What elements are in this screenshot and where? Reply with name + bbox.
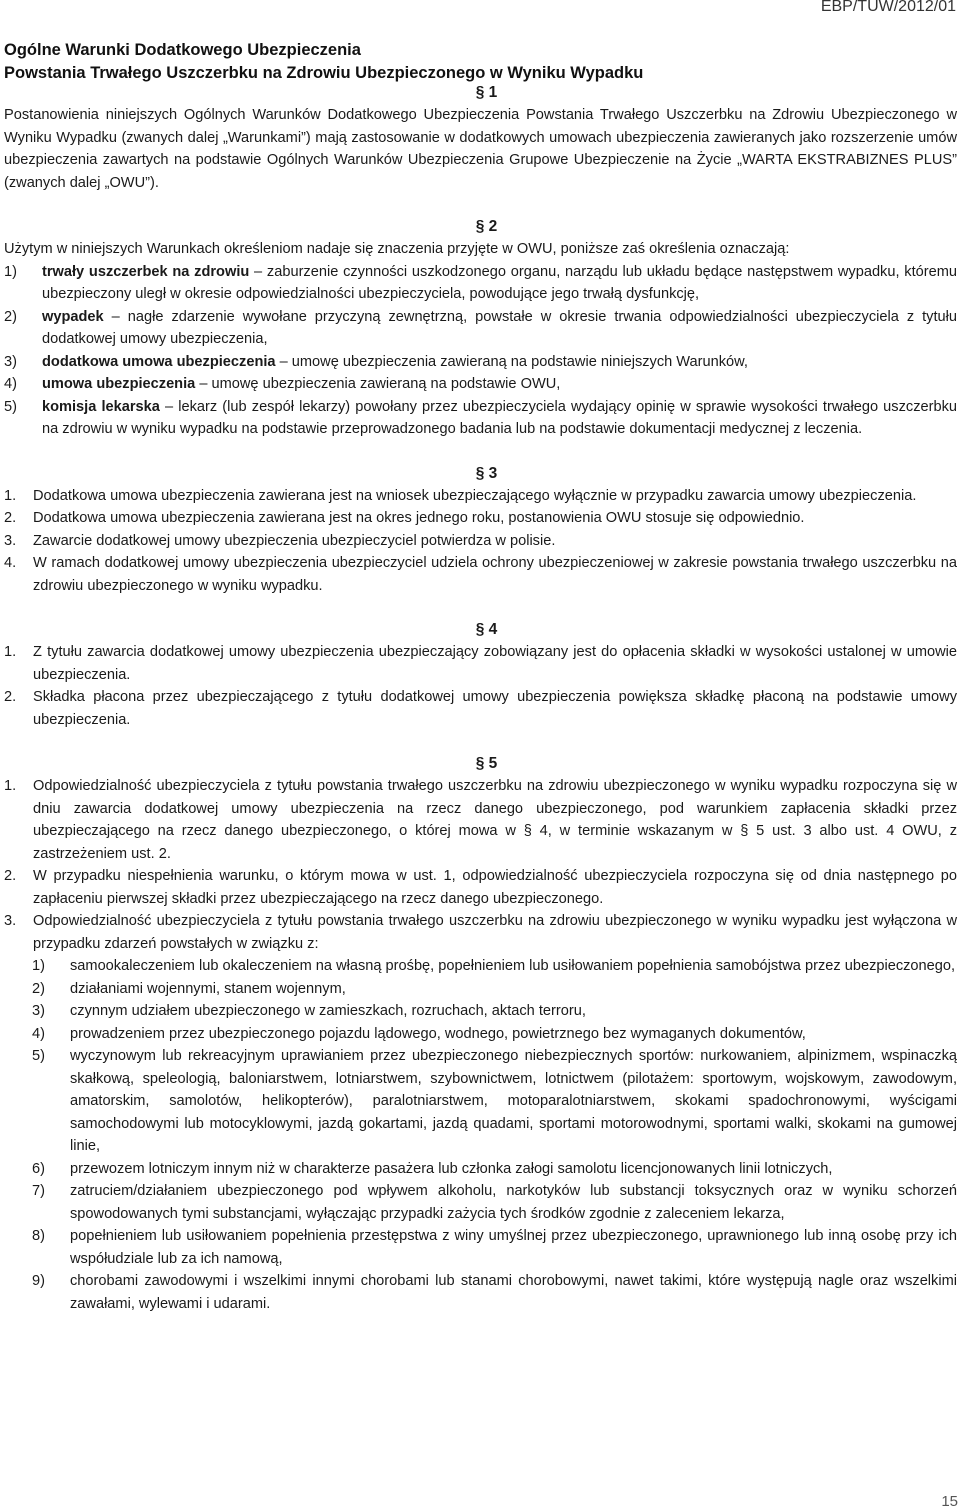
exclusion-text: przewozem lotniczym innym niż w charakterze pasażera lub członka załogi samolotu licencjonowanych linii lotniczych,	[70, 1160, 833, 1177]
section-4-heading: § 4	[475, 621, 498, 638]
definition-text: – lekarz (lub zespół lekarzy) powołany przez ubezpieczyciela wydający opinię w sprawie wysokości trwałego uszczerbku na zdrowiu w wyniku wypadku na podstawie przeprowadzonego badania lub na podstawie dokumentacji medycznej z leczenia.	[42, 398, 957, 437]
clause-number: 3.	[4, 913, 17, 929]
exclusion-text: samookaleczeniem lub okaleczeniem na własną prośbę, popełnieniem lub usiłowaniem popełnienia samobójstwa przez ubezpieczonego,	[70, 958, 956, 974]
clause-text: Odpowiedzialność ubezpieczyciela z tytułu powstania trwałego uszczerbku na zdrowiu ubezpieczonego w wyniku wypadku jest wyłączona w przypadku zdarzeń powstałych w związku z:	[33, 913, 957, 952]
exclusion-item	[32, 1180, 957, 1225]
definition-term: komisja lekarska	[42, 398, 160, 415]
clause-text: Składka płacona przez ubezpieczającego z tytułu dodatkowej umowy ubezpieczenia powiększa składkę płaconą na podstawie umowy ubezpieczenia.	[33, 689, 957, 728]
item-number: 4)	[32, 1025, 45, 1042]
exclusion-text: prowadzeniem przez ubezpieczonego pojazdu lądowego, wodnego, powietrznego bez wymaganych dokumentów,	[70, 1025, 806, 1042]
definition-term: dodatkowa umowa ubezpieczenia	[42, 353, 276, 370]
clause-item	[4, 641, 957, 686]
clause-number: 2.	[4, 510, 17, 526]
definition-item	[4, 373, 957, 396]
clause-number: 3.	[4, 532, 17, 549]
definition-term: umowa ubezpieczenia	[42, 376, 196, 392]
clause-item	[4, 507, 957, 530]
definition-text: – umowę ubezpieczenia zawieraną na podstawie niniejszych Warunków,	[275, 353, 748, 370]
section-3-heading: § 3	[475, 464, 498, 482]
title-line-1: Ogólne Warunki Dodatkowego Ubezpieczenia	[4, 41, 361, 59]
item-number: 5)	[32, 1048, 45, 1064]
document-body	[4, 82, 957, 1315]
exclusion-item	[32, 955, 957, 978]
item-number: 5)	[4, 398, 17, 415]
exclusion-text: chorobami zawodowymi i wszelkimi innymi chorobami lub stanami chorobowymi, nawet takimi, które występują nagle oraz wszelkimi zawałami, wylewami i udarami.	[70, 1273, 957, 1312]
section-2-heading: § 2	[475, 218, 498, 235]
exclusion-item	[32, 1270, 957, 1315]
clause-number: 2.	[4, 868, 17, 884]
definition-term: wypadek	[42, 308, 104, 325]
exclusion-text: działaniami wojennymi, stanem wojennym,	[70, 980, 346, 997]
clause-item	[4, 686, 957, 731]
exclusion-text: wyczynowym lub rekreacyjnym uprawianiem przez ubezpieczonego niebezpiecznych sportów: nurkowaniem, alpinizmem, wspinaczką skałkową, speleologią, baloniarstwem, lotniarstwem, szybownictwem, lotnictwem (pilotażem: sportowym, wojskowym, zawodowym, amatorskim, samolotów, helikopterów), paralotniarstwem, motoparalotniarstwem, skokami spadochronowymi, wyścigami samochodowymi lub motocyklowymi, jazdą gokartami, jazdą quadami, sportami motorowodnymi, sportami walki, skokami na gumowej linie,	[70, 1048, 957, 1154]
item-number: 1)	[4, 263, 17, 280]
clause-item	[4, 552, 957, 597]
clause-number: 1.	[4, 644, 17, 660]
clause-number: 1.	[4, 487, 17, 504]
item-number: 2)	[32, 980, 45, 997]
item-number: 2)	[4, 308, 17, 325]
clause-text: Zawarcie dodatkowej umowy ubezpieczenia ubezpieczyciel potwierdza w polisie.	[33, 532, 556, 549]
page-number: 15	[941, 1493, 958, 1510]
exclusion-item	[32, 1023, 957, 1046]
exclusion-text: popełnieniem lub usiłowaniem popełnienia przestępstwa z winy umyślnej przez ubezpieczonego, uprawnionego lub inną osobę przy ich współudziale lub za ich namową,	[70, 1228, 957, 1267]
clause-text: Dodatkowa umowa ubezpieczenia zawierana jest na wniosek ubezpieczającego wyłącznie w przypadku zawarcia umowy ubezpieczenia.	[33, 487, 917, 504]
clause-item	[4, 530, 957, 553]
exclusion-item	[32, 1045, 957, 1158]
exclusion-item	[32, 1158, 957, 1181]
item-number: 3)	[4, 353, 17, 370]
definition-item	[4, 261, 957, 306]
definition-item	[4, 351, 957, 374]
exclusion-item	[32, 1000, 957, 1023]
item-number: 9)	[32, 1273, 45, 1289]
definition-item	[4, 396, 957, 441]
section-2-intro: Użytym w niniejszych Warunkach określeniom nadaje się znaczenia przyjęte w OWU, poniższe zaś określenia oznaczają:	[4, 241, 790, 257]
item-number: 8)	[32, 1228, 45, 1244]
clause-text: Dodatkowa umowa ubezpieczenia zawierana jest na okres jednego roku, postanowienia OWU stosuje się odpowiednio.	[33, 510, 805, 526]
item-number: 3)	[32, 1003, 45, 1019]
exclusions-list	[4, 955, 957, 1315]
clause-item	[4, 485, 957, 508]
definition-item	[4, 306, 957, 351]
section-1-text: Postanowienia niniejszych Ogólnych Warunków Dodatkowego Ubezpieczenia Powstania Trwałego Uszczerbku na Zdrowiu Ubezpieczonego w Wyniku Wypadku (zwanych dalej „Warunkami”) mają zastosowanie w dodatkowych umowach ubezpieczenia zawieranych jako rozszerzenie umów ubezpieczenia zawartych na podstawie Ogólnych Warunków Ubezpieczenia Grupowe Ubezpieczenie na Życie „WARTA EKSTRABIZNES PLUS” (zwanych dalej „OWU”).	[4, 107, 957, 191]
exclusion-item	[32, 1225, 957, 1270]
definition-text: – umowę ubezpieczenia zawieraną na podstawie OWU,	[195, 376, 561, 392]
section-1-heading: § 1	[475, 84, 498, 101]
exclusion-text: czynnym udziałem ubezpieczonego w zamieszkach, rozruchach, aktach terroru,	[70, 1003, 586, 1019]
definition-term: trwały uszczerbek na zdrowiu	[42, 263, 250, 280]
clause-number: 1.	[4, 778, 17, 794]
exclusion-text: zatruciem/działaniem ubezpieczonego pod wpływem alkoholu, narkotyków lub substancji toksycznych oraz w wyniku schorzeń spowodowanych tymi substancjami, wyłączając przypadki zażycia tych środków zgodnie z zaleceniem lekarza,	[70, 1183, 957, 1222]
clause-item	[4, 910, 957, 955]
clause-number: 4.	[4, 555, 17, 571]
title-line-2: Powstania Trwałego Uszczerbku na Zdrowiu Ubezpieczonego w Wyniku Wypadku	[4, 64, 644, 82]
section-5-heading: § 5	[475, 755, 498, 772]
document-title	[4, 39, 643, 85]
item-number: 1)	[32, 958, 45, 974]
clause-text: Z tytułu zawarcia dodatkowej umowy ubezpieczenia ubezpieczający zobowiązany jest do opłacenia składki w wysokości ustalonej w umowie ubezpieczenia.	[33, 644, 957, 683]
definition-text: – nagłe zdarzenie wywołane przyczyną zewnętrzną, powstałe w okresie trwania odpowiedzialności ubezpieczyciela z tytułu dodatkowej umowy ubezpieczenia,	[42, 308, 957, 347]
item-number: 4)	[4, 376, 17, 392]
clause-number: 2.	[4, 689, 17, 705]
item-number: 6)	[32, 1160, 45, 1177]
item-number: 7)	[32, 1183, 45, 1199]
definitions-list	[4, 261, 957, 441]
clause-text: W ramach dodatkowej umowy ubezpieczenia ubezpieczyciel udziela ochrony ubezpieczeniowej w zakresie powstania trwałego uszczerbku na zdrowiu ubezpieczonego w wyniku wypadku.	[33, 555, 957, 594]
clause-text: Odpowiedzialność ubezpieczyciela z tytułu powstania trwałego uszczerbku na zdrowiu ubezpieczonego w wyniku wypadku rozpoczyna się w dniu zawarcia dodatkowej umowy ubezpieczenia na rzecz danego ubezpieczonego, pod warunkiem zapłacenia składki przez ubezpieczającego na rzecz danego ubezpieczonego, o której mowa w § 4, w terminie wskazanym w § 5 ust. 3 albo ust. 4 OWU, z zastrzeżeniem ust. 2.	[33, 778, 957, 862]
definition-text: – zaburzenie czynności uszkodzonego organu, narządu lub układu będące następstwem wypadku, któremu ubezpieczony uległ w okresie odpowiedzialności ubezpieczyciela, powodujące jego trwałą dysfunkcję,	[42, 263, 957, 302]
clause-item	[4, 865, 957, 910]
clause-item	[4, 775, 957, 865]
exclusion-item	[32, 978, 957, 1001]
document-code: EBP/TUW/2012/01	[820, 0, 956, 15]
clause-text: W przypadku niespełnienia warunku, o którym mowa w ust. 1, odpowiedzialność ubezpieczyciela rozpoczyna się od dnia następnego po zapłaceniu pierwszej składki przez ubezpieczającego na rzecz danego ubezpieczonego.	[33, 868, 957, 907]
